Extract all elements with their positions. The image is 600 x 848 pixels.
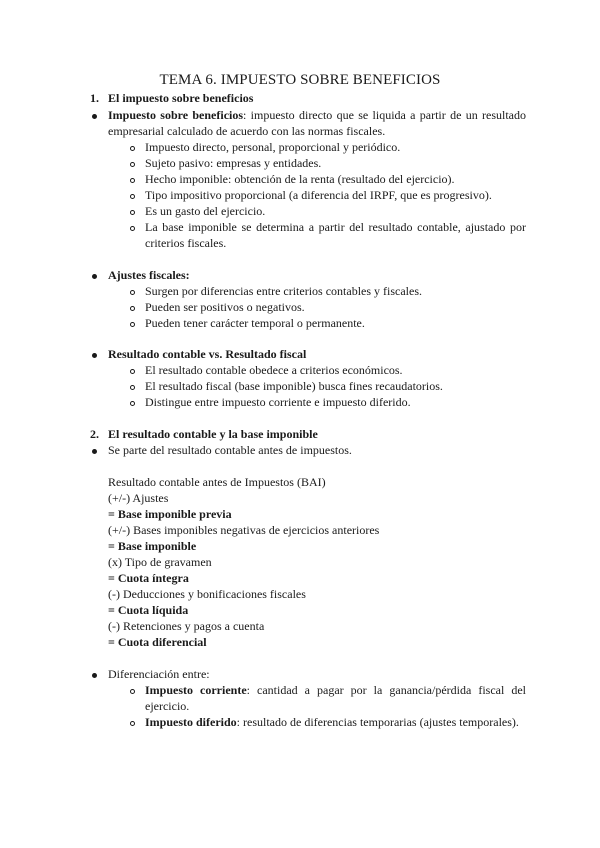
sub-item: Surgen por diferencias entre criterios contables y fiscales. <box>145 284 423 298</box>
bullet-text: Se parte del resultado contable antes de impuestos. <box>108 443 352 457</box>
sub-item: Pueden ser positivos o negativos. <box>145 300 305 314</box>
bullet-icon <box>92 274 97 279</box>
bullet-icon <box>92 449 97 454</box>
circle-bullet-icon <box>130 322 135 327</box>
impuesto-beneficios-text: : impuesto directo que se liquida a partir de un resultado empresarial calculado de acuerdo con las normas fiscales. <box>108 108 526 138</box>
impuesto-diferido-item <box>145 714 519 730</box>
calc-line: Resultado contable antes de Impuestos (BAI) <box>108 475 326 489</box>
circle-bullet-icon <box>130 290 135 295</box>
section-1-heading: El impuesto sobre beneficios <box>108 91 254 105</box>
circle-bullet-icon <box>130 194 135 199</box>
sub-item: Hecho imponible: obtención de la renta (resultado del ejercicio). <box>145 172 455 186</box>
sub-item: Sujeto pasivo: empresas y entidades. <box>145 156 322 170</box>
section-1-number: 1. <box>90 91 99 105</box>
ajustes-fiscales-heading: Ajustes fiscales: <box>108 268 190 282</box>
impuesto-corriente-term: Impuesto corriente <box>145 683 247 697</box>
sub-item: Pueden tener carácter temporal o permanente. <box>145 316 365 330</box>
circle-bullet-icon <box>130 226 135 231</box>
calc-line: = Base imponible previa <box>108 507 232 521</box>
circle-bullet-icon <box>130 689 135 694</box>
calc-line: (-) Retenciones y pagos a cuenta <box>108 619 265 633</box>
sub-item: Tipo impositivo proporcional (a diferencia del IRPF, que es progresivo). <box>145 188 492 202</box>
bullet-icon <box>92 673 97 678</box>
bullet-icon <box>92 353 97 358</box>
section-2-heading: El resultado contable y la base imponible <box>108 427 318 441</box>
calc-line: = Cuota íntegra <box>108 571 189 585</box>
circle-bullet-icon <box>130 369 135 374</box>
circle-bullet-icon <box>130 721 135 726</box>
calc-line: (+/-) Bases imponibles negativas de ejercicios anteriores <box>108 523 380 537</box>
circle-bullet-icon <box>130 385 135 390</box>
sub-item: Distingue entre impuesto corriente e impuesto diferido. <box>145 395 411 409</box>
calc-line: (x) Tipo de gravamen <box>108 555 212 569</box>
sub-item: Es un gasto del ejercicio. <box>145 204 266 218</box>
impuesto-beneficios-term: Impuesto sobre beneficios <box>108 108 244 122</box>
impuesto-diferido-term: Impuesto diferido <box>145 715 237 729</box>
calc-line: = Cuota diferencial <box>108 635 207 649</box>
circle-bullet-icon <box>130 401 135 406</box>
sub-item: Impuesto directo, personal, proporcional y periódico. <box>145 140 401 154</box>
calc-line: = Base imponible <box>108 539 197 553</box>
impuesto-corriente-text: : cantidad a pagar por la ganancia/pérdida fiscal del ejercicio. <box>145 683 526 713</box>
sub-item: El resultado fiscal (base imponible) busca fines recaudatorios. <box>145 379 443 393</box>
sub-item: El resultado contable obedece a criterios económicos. <box>145 363 403 377</box>
calc-line: (+/-) Ajustes <box>108 491 169 505</box>
bullet-text: Diferenciación entre: <box>108 667 210 681</box>
sub-item: La base imponible se determina a partir del resultado contable, ajustado por criterios fiscales. <box>145 220 526 250</box>
calc-line: (-) Deducciones y bonificaciones fiscales <box>108 587 306 601</box>
impuesto-diferido-text: : resultado de diferencias temporarias (ajustes temporales). <box>236 715 519 729</box>
resultado-contable-fiscal-heading: Resultado contable vs. Resultado fiscal <box>108 347 307 361</box>
circle-bullet-icon <box>130 178 135 183</box>
circle-bullet-icon <box>130 210 135 215</box>
bullet-icon <box>92 114 97 119</box>
circle-bullet-icon <box>130 162 135 167</box>
circle-bullet-icon <box>130 146 135 151</box>
page-title: TEMA 6. IMPUESTO SOBRE BENEFICIOS <box>159 72 441 88</box>
impuesto-corriente-item <box>145 682 526 714</box>
impuesto-beneficios-definition <box>108 107 526 139</box>
calc-line: = Cuota líquida <box>108 603 189 617</box>
circle-bullet-icon <box>130 306 135 311</box>
section-2-number: 2. <box>90 427 99 441</box>
